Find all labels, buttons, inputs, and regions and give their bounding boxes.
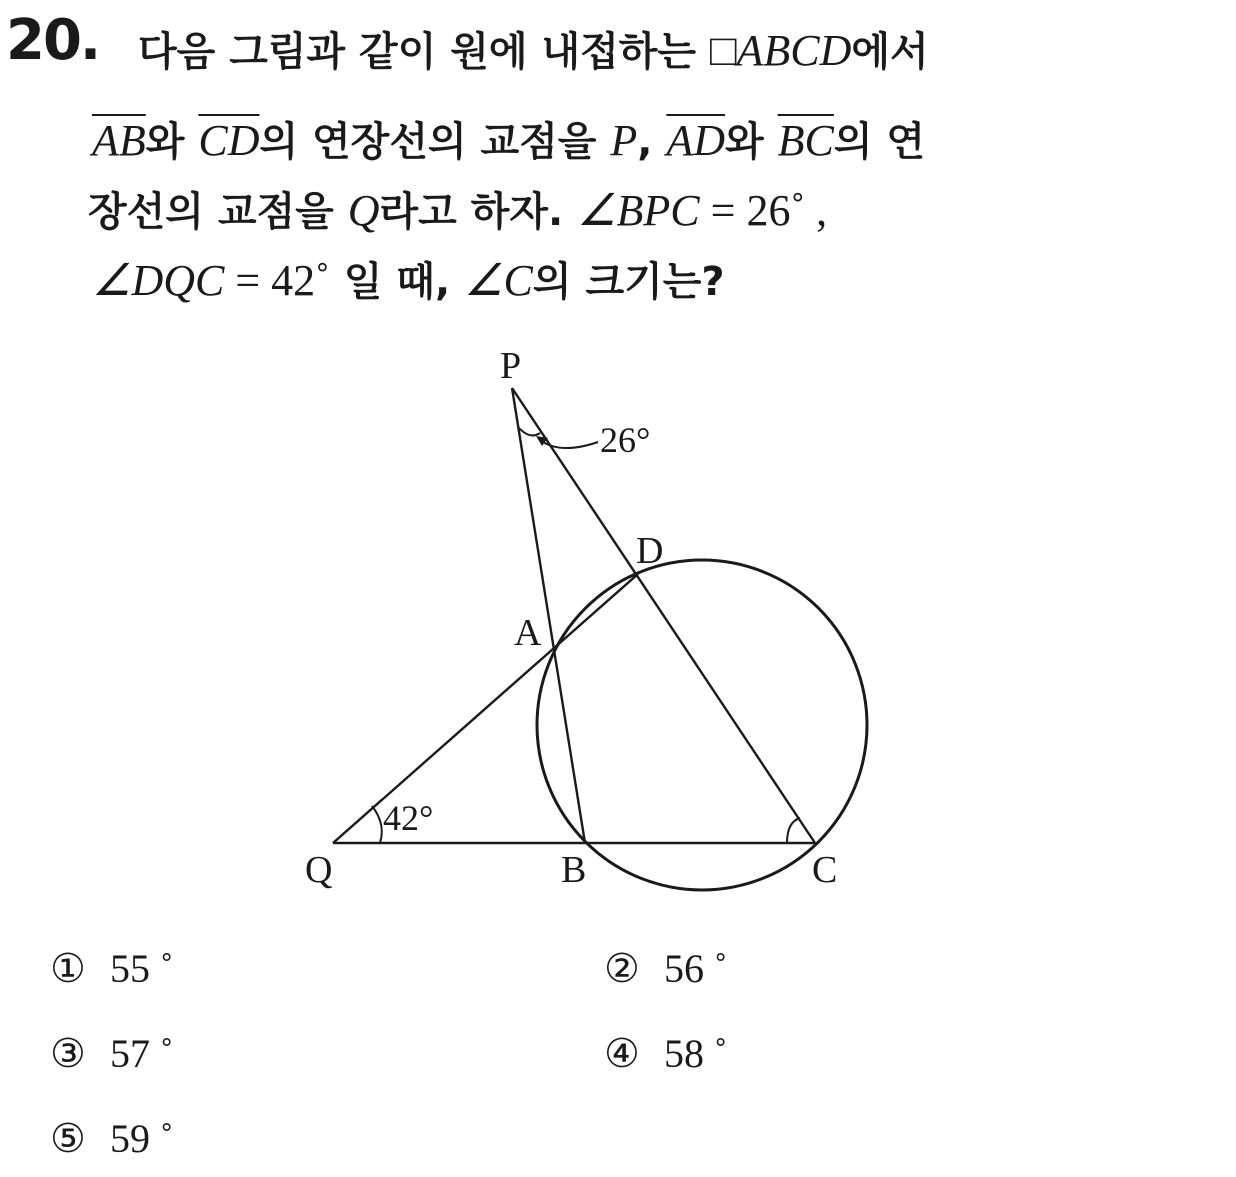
angle-arc-q: [372, 806, 382, 843]
option-4-value: 58 ˚: [664, 1031, 728, 1076]
option-5-value: 59 ˚: [110, 1116, 174, 1161]
option-2[interactable]: [604, 945, 727, 992]
segment-ad: $\overline{AD}$: [666, 116, 726, 165]
angle-c: ∠C: [464, 256, 533, 305]
point-q-text: Q: [347, 186, 380, 235]
option-2-value: 56 ˚: [664, 946, 728, 991]
angle-arc-c: [787, 818, 800, 843]
segment-cd: $\overline{CD}$: [198, 116, 260, 165]
option-1[interactable]: [50, 945, 173, 992]
angle-arc-p: [518, 427, 540, 435]
angle-bpc-value: = 26˚ ,: [699, 186, 828, 235]
angle-dqc-value: = 42˚: [224, 256, 330, 305]
line2-w4: 의 연: [833, 119, 926, 165]
line-pc: [512, 388, 815, 843]
label-d: D: [636, 530, 664, 572]
quadrilateral-name: ABCD: [736, 26, 852, 75]
angle-dqc: ∠DQC: [92, 256, 225, 305]
option-3-mark: ③: [50, 1031, 86, 1076]
square-symbol: □: [709, 26, 737, 75]
circumscribed-circle: [537, 560, 867, 890]
label-b: B: [561, 849, 587, 891]
line3-t1: 장선의 교점을: [88, 189, 348, 235]
line1-suffix: 에서: [851, 29, 929, 75]
label-q: Q: [305, 849, 333, 891]
line4-t4: 의 크기는?: [532, 259, 725, 305]
question-number: 20.: [6, 8, 100, 73]
segment-ab: $\overline{AB}$: [92, 116, 146, 165]
line-qd: [333, 574, 638, 843]
option-4[interactable]: [604, 1030, 727, 1077]
option-1-value: 55 ˚: [110, 946, 174, 991]
line4-t3: 일 때,: [329, 259, 465, 305]
segment-bc: $\overline{BC}$: [777, 116, 834, 165]
line2-w3: 와: [725, 119, 778, 165]
angle-bpc: ∠BPC: [577, 186, 700, 235]
line2-comma: ,: [637, 119, 667, 165]
point-p-text: P: [610, 116, 638, 165]
label-a: A: [514, 612, 542, 654]
line2-w2: 의 연장선의 교점을: [259, 119, 611, 165]
option-5-mark: ⑤: [50, 1116, 86, 1161]
option-4-mark: ④: [604, 1031, 640, 1076]
option-5[interactable]: [50, 1115, 173, 1162]
line1-text: 다음 그림과 같이 원에 내접하는: [138, 29, 710, 75]
line3-t2: 라고 하자.: [379, 189, 578, 235]
angle-label-26: 26°: [600, 420, 651, 460]
option-3-value: 57 ˚: [110, 1031, 174, 1076]
option-1-mark: ①: [50, 946, 86, 991]
label-p: P: [500, 345, 522, 387]
label-c: C: [812, 849, 838, 891]
option-3[interactable]: [50, 1030, 173, 1077]
angle-label-42: 42°: [383, 798, 434, 838]
option-2-mark: ②: [604, 946, 640, 991]
line2-w1: 와: [145, 119, 199, 165]
